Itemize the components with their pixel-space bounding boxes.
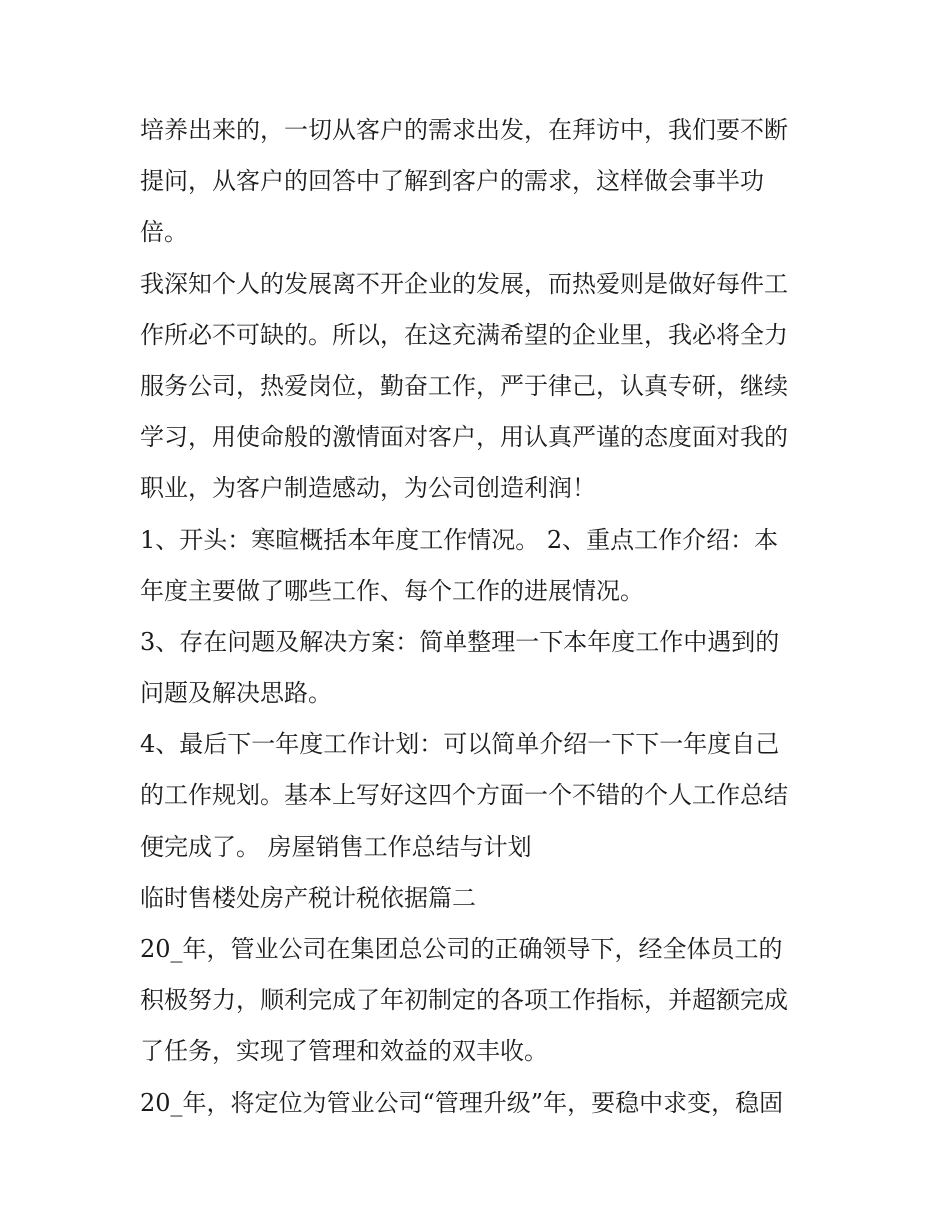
text-line: 便完成了。 房屋销售工作总结与计划 <box>140 832 532 861</box>
text-line: 了任务，实现了管理和效益的双丰收。 <box>140 1037 548 1066</box>
text-line: 培养出来的，一切从客户的需求出发，在拜访中，我们要不断 <box>140 116 788 144</box>
text-line: 年度主要做了哪些工作、每个工作的进展情况。 <box>140 576 644 605</box>
text-line: 服务公司，热爱岗位，勤奋工作，严于律己，认真专研，继续 <box>140 371 788 400</box>
text-line: 20_年，将定位为管业公司“管理升级”年，要稳中求变，稳固 <box>140 1088 784 1117</box>
text-line: 学习，用使命般的激情面对客户，用认真严谨的态度面对我的 <box>140 423 788 452</box>
text-line: 问题及解决思路。 <box>140 679 332 708</box>
text-line: 4、最后下一年度工作计划：可以简单介绍一下下一年度自己 <box>140 730 780 759</box>
text-line: 的工作规划。基本上写好这四个方面一个不错的个人工作总结 <box>140 781 788 810</box>
text-line: 职业，为客户制造感动，为公司创造利润！ <box>140 474 596 503</box>
text-line: 3、存在问题及解决方案：简单整理一下本年度工作中遇到的 <box>140 627 780 656</box>
text-line: 积极努力，顺利完成了年初制定的各项工作指标，并超额完成 <box>140 986 788 1015</box>
document-body <box>140 105 815 1129</box>
text-line: 倍。 <box>140 218 188 247</box>
text-line: 20_年，管业公司在集团总公司的正确领导下，经全体员工的 <box>140 935 783 963</box>
section-heading: 临时售楼处房产税计税依据篇二 <box>140 883 476 912</box>
text-line: 1、开头：寒暄概括本年度工作情况。 2、重点工作介绍：本 <box>140 525 779 554</box>
text-line: 我深知个人的发展离不开企业的发展，而热爱则是做好每件工 <box>140 269 788 298</box>
text-line: 提问，从客户的回答中了解到客户的需求，这样做会事半功 <box>140 167 764 196</box>
text-line: 作所必不可缺的。所以，在这充满希望的企业里，我必将全力 <box>140 320 788 349</box>
